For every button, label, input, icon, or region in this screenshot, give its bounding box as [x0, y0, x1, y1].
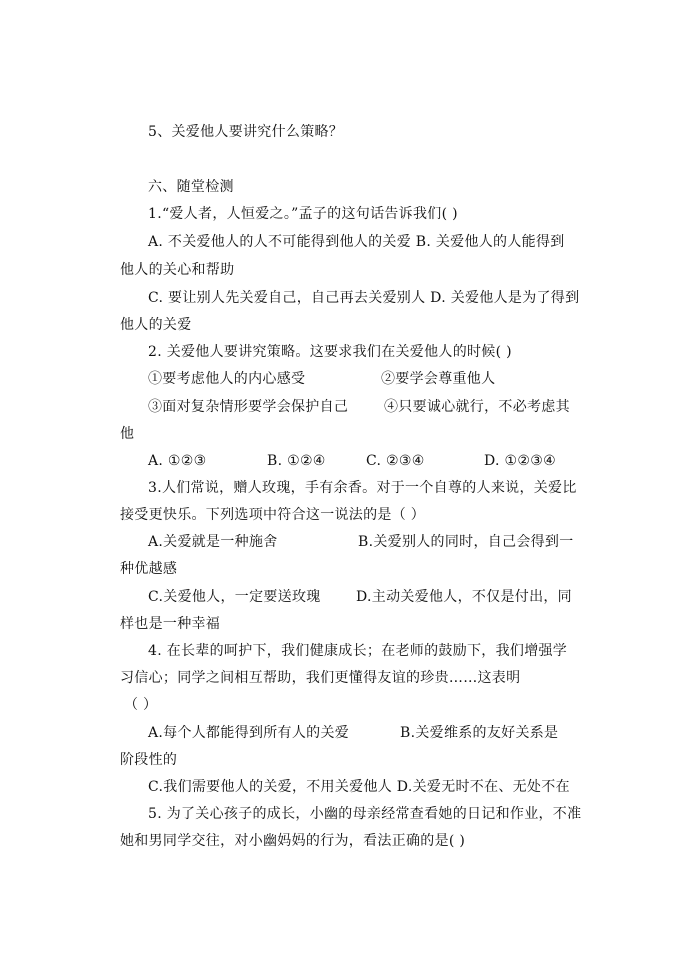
- q2-choice-d: D. ①②③④: [484, 453, 556, 469]
- q4-option-a: A.每个人都能得到所有人的关爱: [148, 725, 350, 741]
- q2-stem: 2. 关爱他人要讲究策略。这要求我们在关爱他人的时候( ): [148, 344, 512, 360]
- q4-options-cd: C.我们需要他人的关爱，不用关爱他人 D.关爱无时不在、无处不在: [148, 779, 570, 795]
- q4-answer-paren: （ ）: [124, 697, 158, 713]
- section6-heading: 六、随堂检测: [148, 179, 234, 195]
- q3-option-b-cont: 种优越感: [120, 561, 178, 577]
- q4-option-b: B.关爱维系的友好关系是: [400, 725, 559, 741]
- q2-statement-4-cont: 他: [120, 426, 135, 442]
- q3-stem-cont: 接受更快乐。下列选项中符合这一说法的是（ ）: [120, 507, 426, 523]
- q3-option-d-cont: 样也是一种幸福: [120, 616, 221, 632]
- q2-choice-b: B. ①②④: [267, 453, 326, 469]
- q1-options-ab-cont: 他人的关心和帮助: [120, 262, 235, 278]
- q4-option-b-cont: 阶段性的: [120, 752, 178, 768]
- q2-statement-4: ④只要诚心就行，不必考虑其: [384, 399, 570, 415]
- q1-options-cd: C. 要让别人先关爱自己，自己再去关爱别人 D. 关爱他人是为了得到: [148, 290, 580, 306]
- q5-stem: 5. 为了关心孩子的成长，小幽的母亲经常查看她的日记和作业，不准: [148, 806, 582, 822]
- q2-choice-c: C. ②③④: [366, 453, 425, 469]
- q2-statement-3: ③面对复杂情形要学会保护自己: [148, 399, 349, 415]
- q2-statement-1: ①要考虑他人的内心感受: [148, 371, 306, 387]
- q3-option-c: C.关爱他人，一定要送玫瑰: [148, 589, 321, 605]
- section5-question: 5、关爱他人要讲究什么策略？: [148, 124, 344, 140]
- q4-stem: 4. 在长辈的呵护下，我们健康成长；在老师的鼓励下，我们增强学: [148, 643, 568, 659]
- q2-statement-2: ②要学会尊重他人: [381, 371, 496, 387]
- q2-choice-a: A. ①②③: [148, 453, 207, 469]
- q3-option-b: B.关爱别人的同时，自己会得到一: [358, 534, 574, 550]
- q1-options-ab: A. 不关爱他人的人不可能得到他人的关爱 B. 关爱他人的人能得到: [148, 234, 565, 250]
- q3-option-a: A.关爱就是一种施舍: [148, 534, 278, 550]
- q1-options-cd-cont: 他人的关爱: [120, 317, 192, 333]
- q1-stem: 1.“爱人者，人恒爱之。”孟子的这句话告诉我们( ): [148, 206, 458, 222]
- q3-option-d: D.主动关爱他人，不仅是付出，同: [356, 589, 572, 605]
- q3-stem: 3.人们常说，赠人玫瑰，手有余香。对于一个自尊的人来说，关爱比: [148, 480, 577, 496]
- q5-stem-cont: 她和男同学交往，对小幽妈妈的行为，看法正确的是( ): [120, 833, 466, 849]
- q4-stem-cont: 习信心；同学之间相互帮助，我们更懂得友谊的珍贵……这表明: [120, 670, 521, 686]
